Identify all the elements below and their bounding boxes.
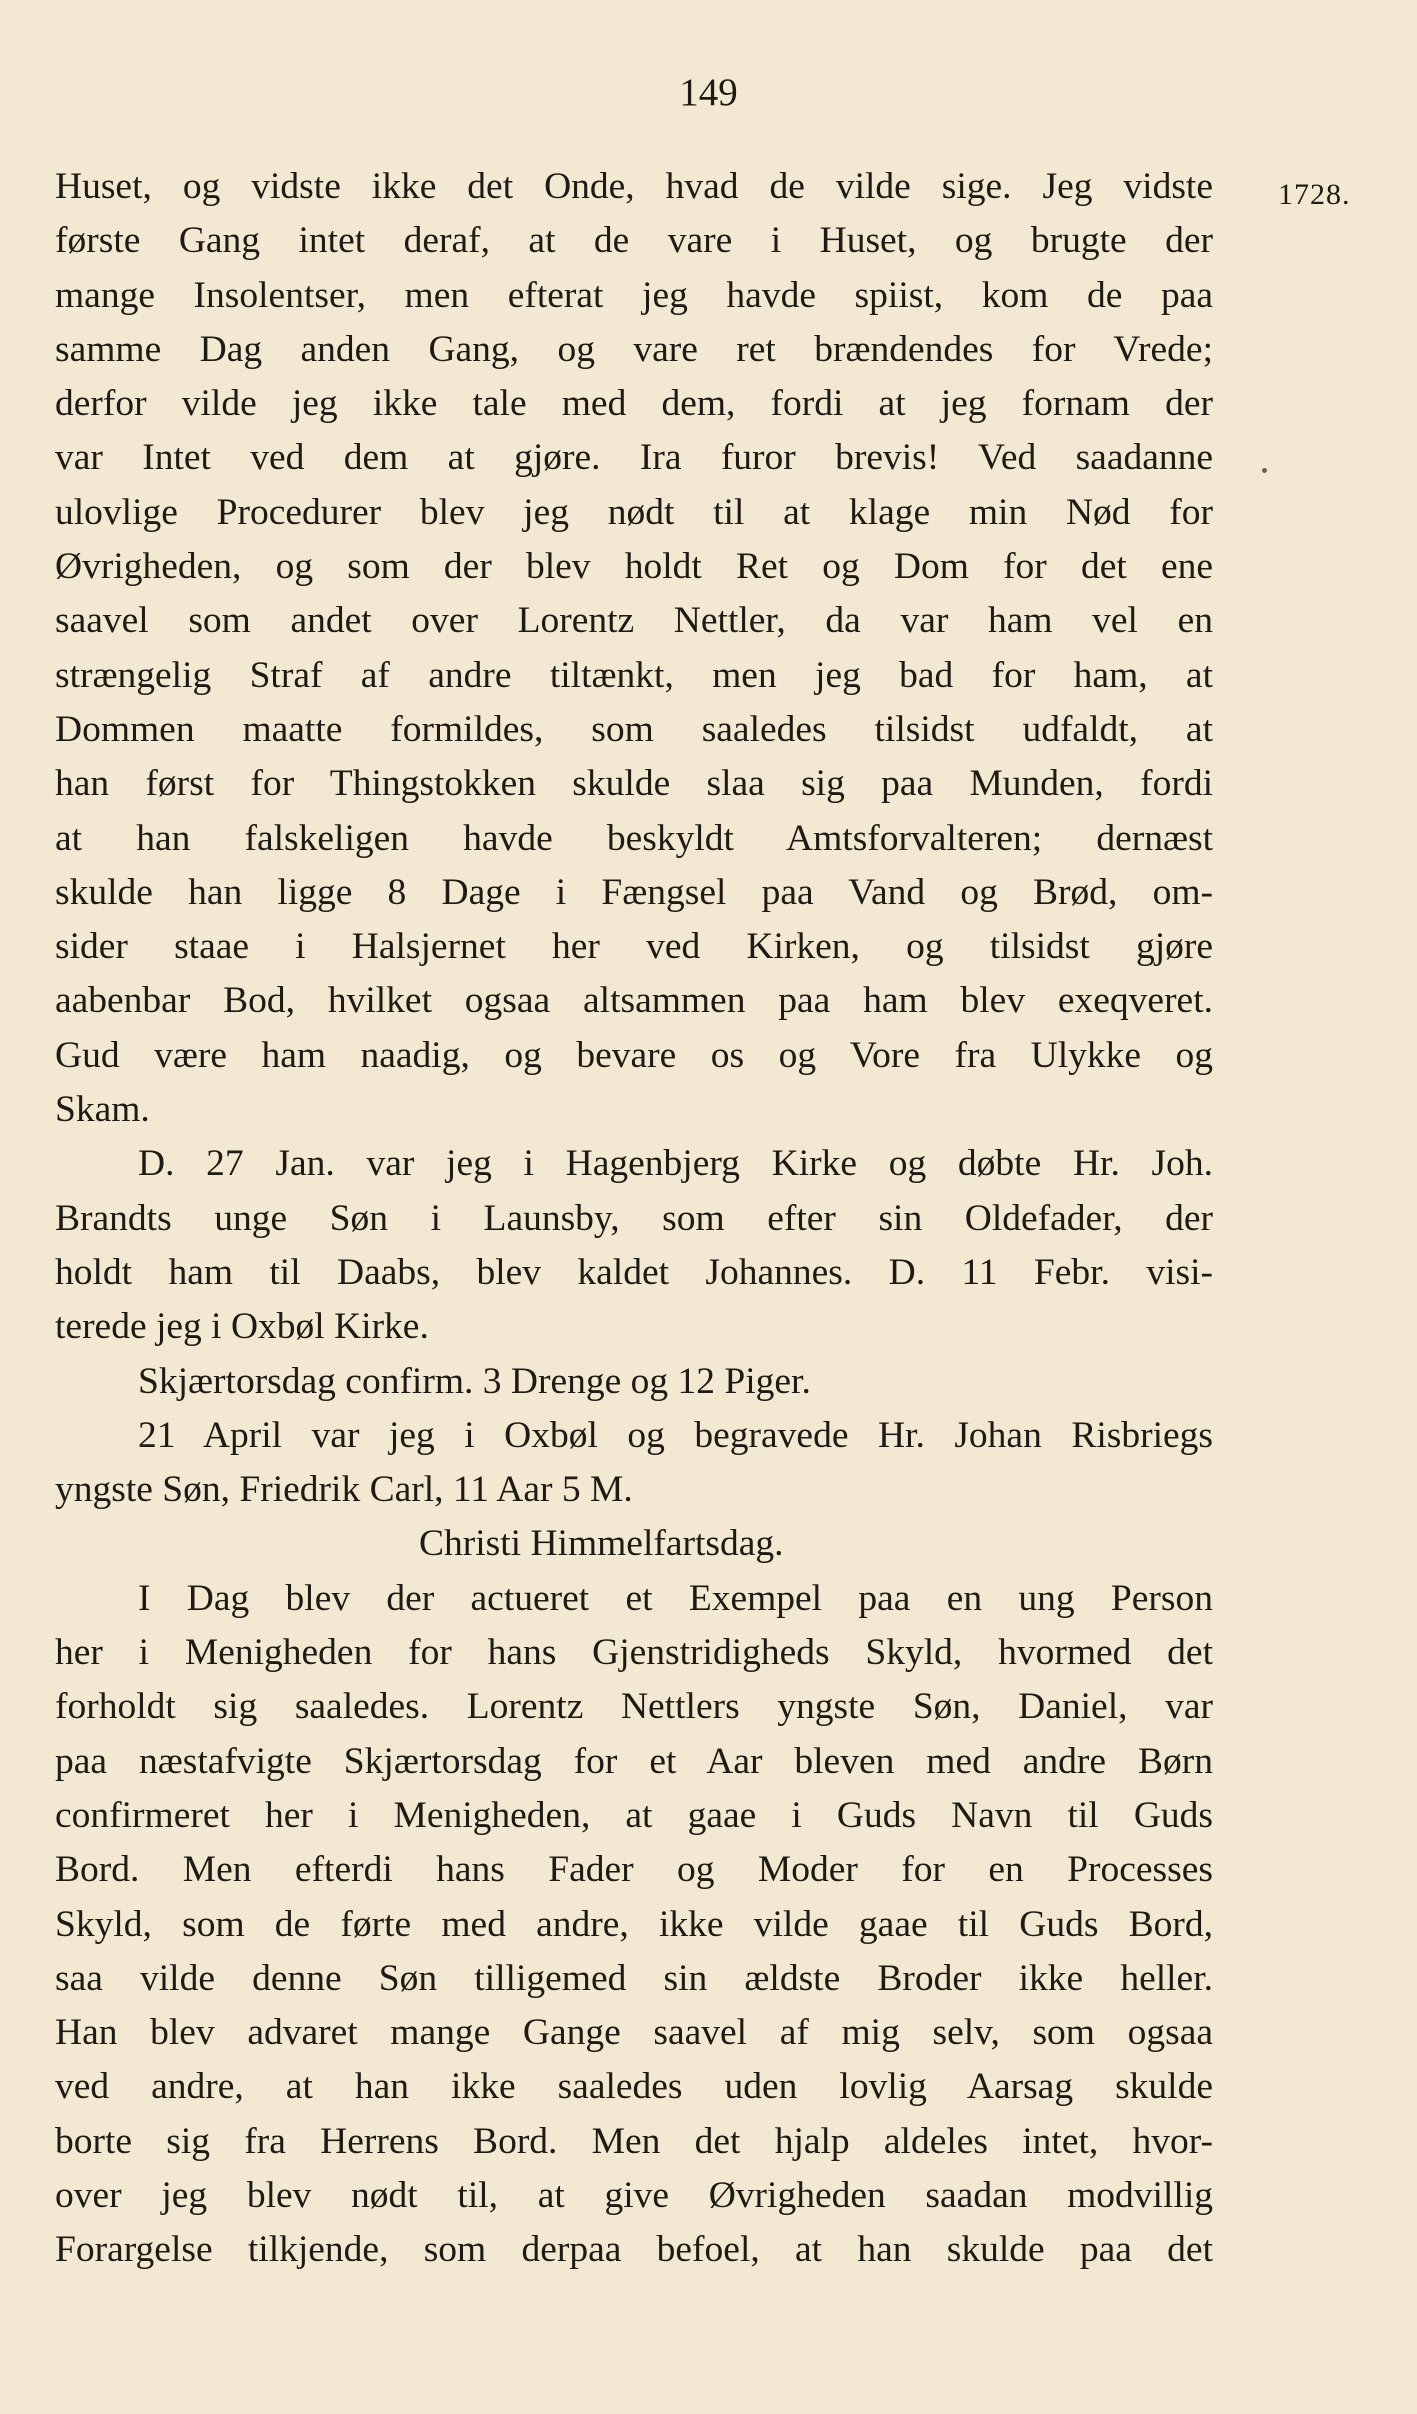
text-line: mange Insolentser, men efterat jeg havde spiist, kom de paa [55,274,1213,316]
section-heading: Christi Himmelfartsdag. [419,1523,784,1565]
text-line: aabenbar Bod, hvilket ogsaa altsammen paa ham blev exeqveret. [55,980,1213,1022]
text-line: Skyld, som de førte med andre, ikke vilde gaae til Guds Bord, [55,1903,1213,1945]
text-line: Bord. Men efterdi hans Fader og Moder for en Processes [55,1849,1213,1891]
text-line: Dommen maatte formildes, som saaledes tilsidst udfaldt, at [55,708,1213,750]
text-line: holdt ham til Daabs, blev kaldet Johannes. D. 11 Febr. visi- [55,1251,1213,1293]
text-line: Huset, og vidste ikke det Onde, hvad de vilde sige. Jeg vidste [55,166,1213,207]
text-line: Gud være ham naadig, og bevare os og Vore fra Ulykke og [55,1034,1213,1076]
text-line: saavel som andet over Lorentz Nettler, da var ham vel en [55,600,1213,642]
text-line: her i Menigheden for hans Gjenstridigheds Skyld, hvormed det [55,1632,1213,1674]
text-line: ved andre, at han ikke saaledes uden lovlig Aarsag skulde [55,2066,1213,2108]
text-line: I Dag blev der actueret et Exempel paa en ung Person [138,1577,1213,1619]
text-line: over jeg blev nødt til, at give Øvrigheden saadan modvillig [55,2174,1213,2216]
text-line: Brandts unge Søn i Launsby, som efter sin Oldefader, der [55,1197,1213,1239]
page-number: 149 [679,71,738,114]
text-line: saa vilde denne Søn tilligemed sin ældste Broder ikke heller. [55,1957,1213,1999]
text-line: derfor vilde jeg ikke tale med dem, fordi at jeg fornam der [55,383,1213,425]
text-line: Forargelse tilkjende, som derpaa befoel, at han skulde paa det [55,2229,1213,2271]
text-line: confirmeret her i Menigheden, at gaae i Guds Navn til Guds [55,1794,1213,1836]
text-line: sider staae i Halsjernet her ved Kirken, og tilsidst gjøre [55,926,1213,968]
text-line: yngste Søn, Friedrik Carl, 11 Aar 5 M. [55,1469,633,1511]
text-line: samme Dag anden Gang, og vare ret brændendes for Vrede; [55,328,1213,370]
text-line: Han blev advaret mange Gange saavel af mig selv, som ogsaa [55,2012,1213,2054]
text-line: strængelig Straf af andre tiltænkt, men jeg bad for ham, at [55,654,1213,696]
text-line: han først for Thingstokken skulde slaa sig paa Munden, fordi [55,763,1213,805]
text-line: terede jeg i Oxbøl Kirke. [55,1306,429,1348]
text-line: borte sig fra Herrens Bord. Men det hjalp aldeles intet, hvor- [55,2120,1213,2162]
text-line: var Intet ved dem at gjøre. Ira furor brevis! Ved saadanne [55,437,1213,479]
margin-year-note: 1728. [1278,178,1351,211]
text-line: ulovlige Procedurer blev jeg nødt til at klage min Nød for [55,491,1213,533]
text-line: skulde han ligge 8 Dage i Fængsel paa Vand og Brød, om- [55,871,1213,913]
text-line: 21 April var jeg i Oxbøl og begravede Hr. Johan Risbriegs [138,1414,1213,1456]
text-line: Skam. [55,1089,150,1131]
text-line: D. 27 Jan. var jeg i Hagenbjerg Kirke og døbte Hr. Joh. [138,1143,1213,1185]
text-line: forholdt sig saaledes. Lorentz Nettlers yngste Søn, Daniel, var [55,1686,1213,1728]
text-line: Skjærtorsdag confirm. 3 Drenge og 12 Piger. [138,1360,811,1402]
text-line: Øvrigheden, og som der blev holdt Ret og Dom for det ene [55,546,1213,588]
text-line: første Gang intet deraf, at de vare i Huset, og brugte der [55,220,1213,262]
text-line: paa næstafvigte Skjærtorsdag for et Aar bleven med andre Børn [55,1740,1213,1782]
body-text [55,160,1213,2278]
text-line: at han falskeligen havde beskyldt Amtsforvalteren; dernæst [55,817,1213,859]
margin-speck [1262,468,1267,473]
